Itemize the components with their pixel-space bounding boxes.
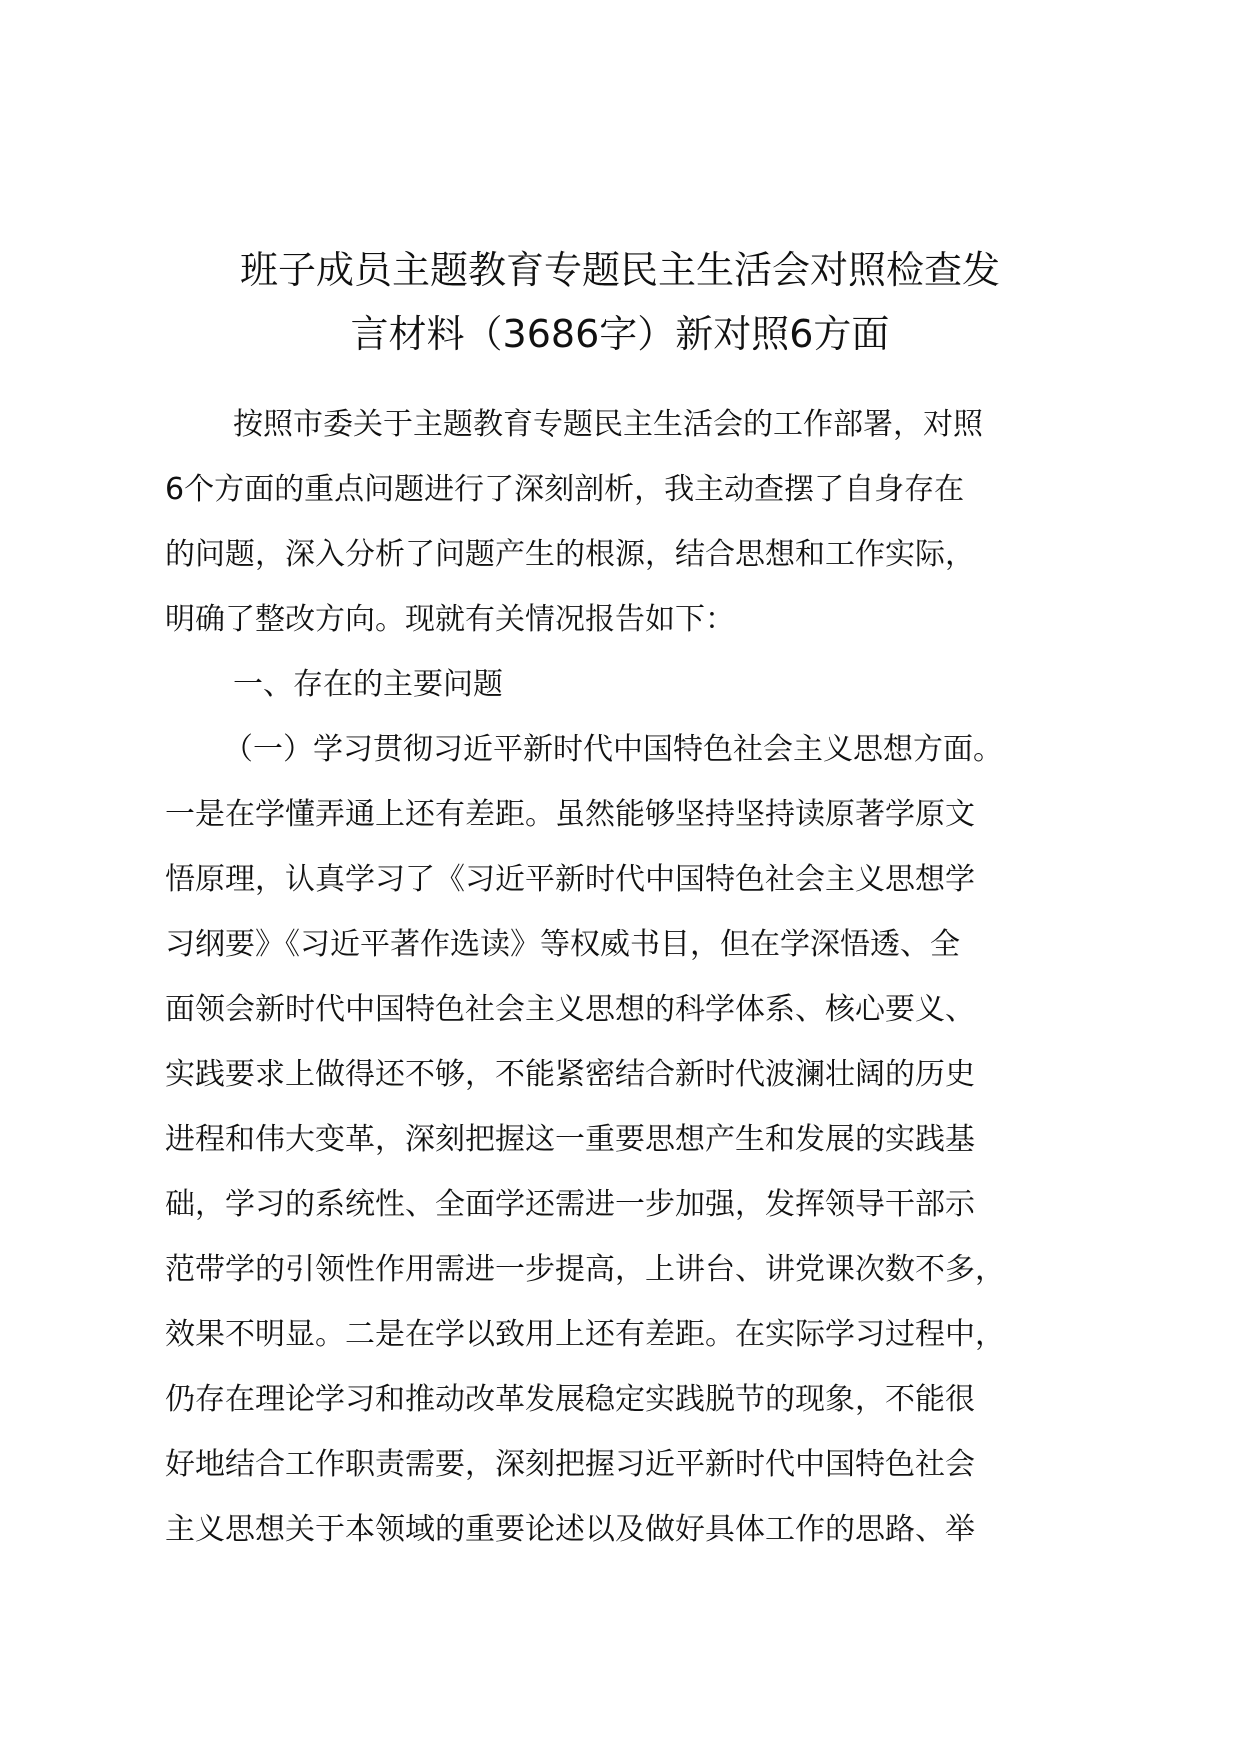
paragraph-line: 础，学习的系统性、全面学还需进一步加强，发挥领导干部示	[165, 1187, 975, 1222]
paragraph-line: 习纲要》《习近平著作选读》等权威书目，但在学深悟透、全	[165, 927, 960, 962]
paragraph-line: 明确了整改方向。现就有关情况报告如下：	[165, 602, 735, 637]
document-title	[150, 238, 1090, 366]
paragraph-line: 进程和伟大变革，深刻把握这一重要思想产生和发展的实践基	[165, 1122, 975, 1157]
paragraph-line: 的问题，深入分析了问题产生的根源，结合思想和工作实际，	[165, 537, 975, 572]
paragraph-line: 面领会新时代中国特色社会主义思想的科学体系、核心要义、	[165, 992, 975, 1027]
paragraph-line: 主义思想关于本领域的重要论述以及做好具体工作的思路、举	[165, 1512, 975, 1547]
paragraph-line: 按照市委关于主题教育专题民主生活会的工作部署，对照	[233, 407, 983, 442]
paragraph-line: 好地结合工作职责需要，深刻把握习近平新时代中国特色社会	[165, 1447, 975, 1482]
document-body	[165, 392, 1125, 1562]
paragraph-line: 范带学的引领性作用需进一步提高，上讲台、讲党课次数不多，	[165, 1252, 1005, 1287]
paragraph-line: 效果不明显。二是在学以致用上还有差距。在实际学习过程中，	[165, 1317, 1005, 1352]
section-heading: 一、存在的主要问题	[233, 667, 503, 702]
paragraph-line: 仍存在理论学习和推动改革发展稳定实践脱节的现象，不能很	[165, 1382, 975, 1417]
paragraph-line: 悟原理，认真学习了《习近平新时代中国特色社会主义思想学	[165, 862, 975, 897]
subsection-heading: （一）学习贯彻习近平新时代中国特色社会主义思想方面。	[223, 732, 1003, 767]
paragraph-line: 6个方面的重点问题进行了深刻剖析，我主动查摆了自身存在	[165, 472, 965, 507]
paragraph-line: 一是在学懂弄通上还有差距。虽然能够坚持坚持读原著学原文	[165, 797, 975, 832]
title-line-2: 言材料（3686字）新对照6方面	[350, 312, 890, 356]
paragraph-line: 实践要求上做得还不够，不能紧密结合新时代波澜壮阔的历史	[165, 1057, 975, 1092]
title-line-1: 班子成员主题教育专题民主生活会对照检查发	[239, 248, 1000, 292]
